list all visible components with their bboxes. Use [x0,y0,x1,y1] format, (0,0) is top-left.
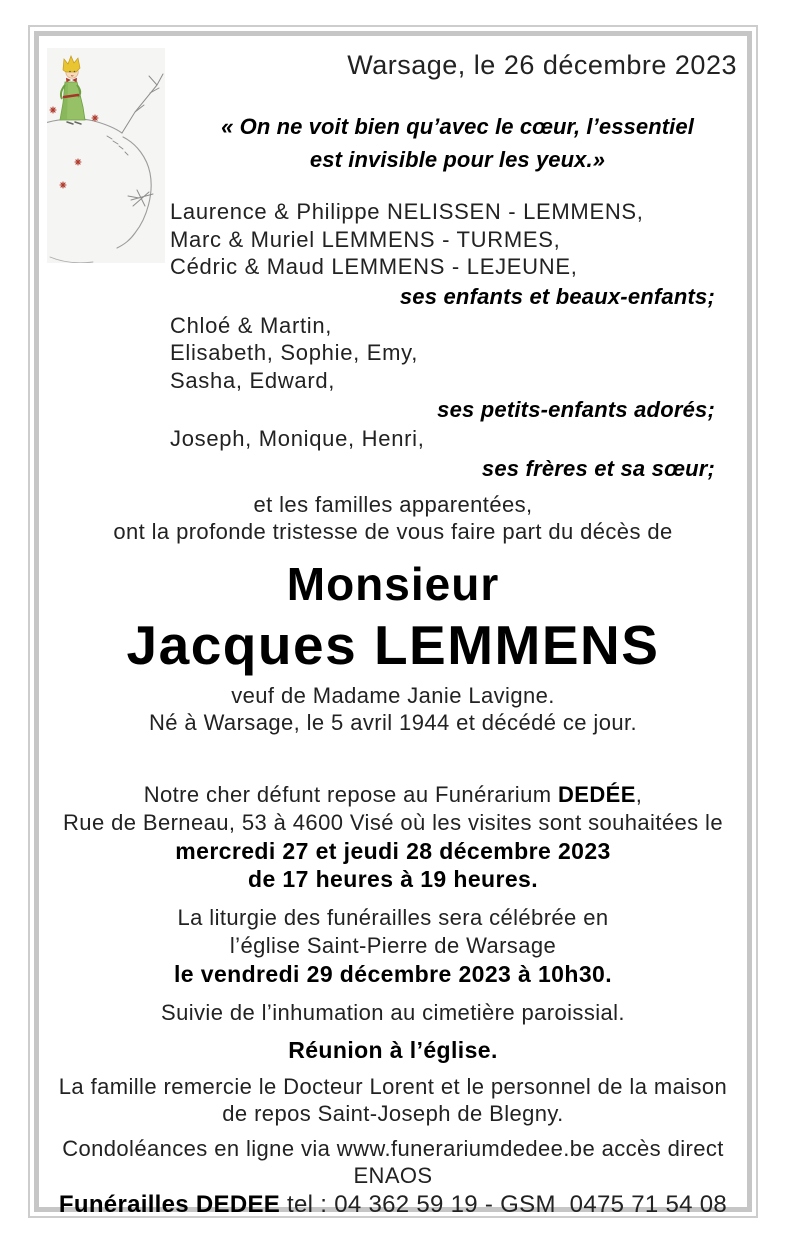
funeral-home-name: Funérailles DEDEE [58,1190,281,1218]
funerarium-name: DEDÉE [557,781,636,807]
sibling-name: Joseph, Monique, Henri, [170,426,425,451]
child-name: Laurence & Philippe NELISSEN - LEMMENS, [170,199,644,224]
announcement [39,491,747,546]
notice-content [39,36,747,1218]
grandchild-name: Elisabeth, Sophie, Emy, [170,340,419,365]
visitation-hours: de 17 heures à 19 heures. [248,865,538,892]
funerarium-line-pre: Notre cher défunt repose au Funérarium [143,781,558,807]
visitation-section [39,781,747,893]
footer-section [39,1135,747,1219]
top-column [170,48,745,484]
funerarium-line-post: , [635,781,643,807]
dateline: Warsage, le 26 décembre 2023 [347,50,737,80]
announcement-line-1: et les familles apparentées, [253,491,533,517]
grandchild-name: Sasha, Edward, [170,367,336,393]
announcement-line-2: ont la profonde tristesse de vous faire part du décès de [113,519,673,544]
grandchildren-label: ses petits-enfants adorés; [437,397,715,422]
funeral-home-line [39,1190,747,1219]
quote-line-1: « On ne voit bien qu’avec le cœur, l’essentiel [221,114,694,139]
funeral-date: le vendredi 29 décembre 2023 à 10h30. [174,960,612,987]
deceased-details [39,682,747,737]
deceased-title: Monsieur [286,557,500,610]
page-border-outer [28,25,758,1218]
thanks-line-1: La famille remercie le Docteur Lorent et le personnel de la maison [58,1073,728,1099]
child-name: Cédric & Maud LEMMENS - LEJEUNE, [170,254,578,279]
deceased-name: Jacques LEMMENS [126,613,660,676]
opening-quote [170,110,745,176]
liturgy-line-2: l’église Saint-Pierre de Warsage [229,932,557,958]
page-border-inner [34,31,752,1218]
children-label: ses enfants et beaux-enfants; [399,283,715,309]
visitation-dates: mercredi 27 et jeudi 28 décembre 2023 [175,837,611,864]
condolences-line: Condoléances en ligne via www.funerariumdedee.be accès direct ENAOS [62,1135,724,1188]
liturgy-line-1: La liturgie des funérailles sera célébrée en [177,904,609,930]
grandchild-name: Chloé & Martin, [170,312,333,338]
thanks-section [39,1073,747,1128]
funeral-home-contact: tel : 04 362 59 19 - GSM 0475 71 54 08 [280,1190,728,1218]
burial-line: Suivie de l’inhumation au cimetière paroissial. [161,999,625,1025]
funeral-section [39,904,747,988]
birth-line: Né à Warsage, le 5 avril 1944 et décédé ce jour. [149,710,637,735]
meeting-line: Réunion à l’église. [288,1036,498,1063]
widower-line: veuf de Madame Janie Lavigne. [231,682,555,708]
family-names-list [170,198,745,484]
siblings-label: ses frères et sa sœur; [481,455,715,481]
thanks-line-2: de repos Saint-Joseph de Blegny. [222,1101,564,1126]
funerarium-address: Rue de Berneau, 53 à 4600 Visé où les visites sont souhaitées le [63,809,723,835]
child-name: Marc & Muriel LEMMENS - TURMES, [170,226,561,252]
illustration-background [47,48,165,263]
little-prince-illustration [47,48,165,263]
funerarium-line [39,781,747,809]
quote-line-2: est invisible pour les yeux.» [309,147,606,172]
